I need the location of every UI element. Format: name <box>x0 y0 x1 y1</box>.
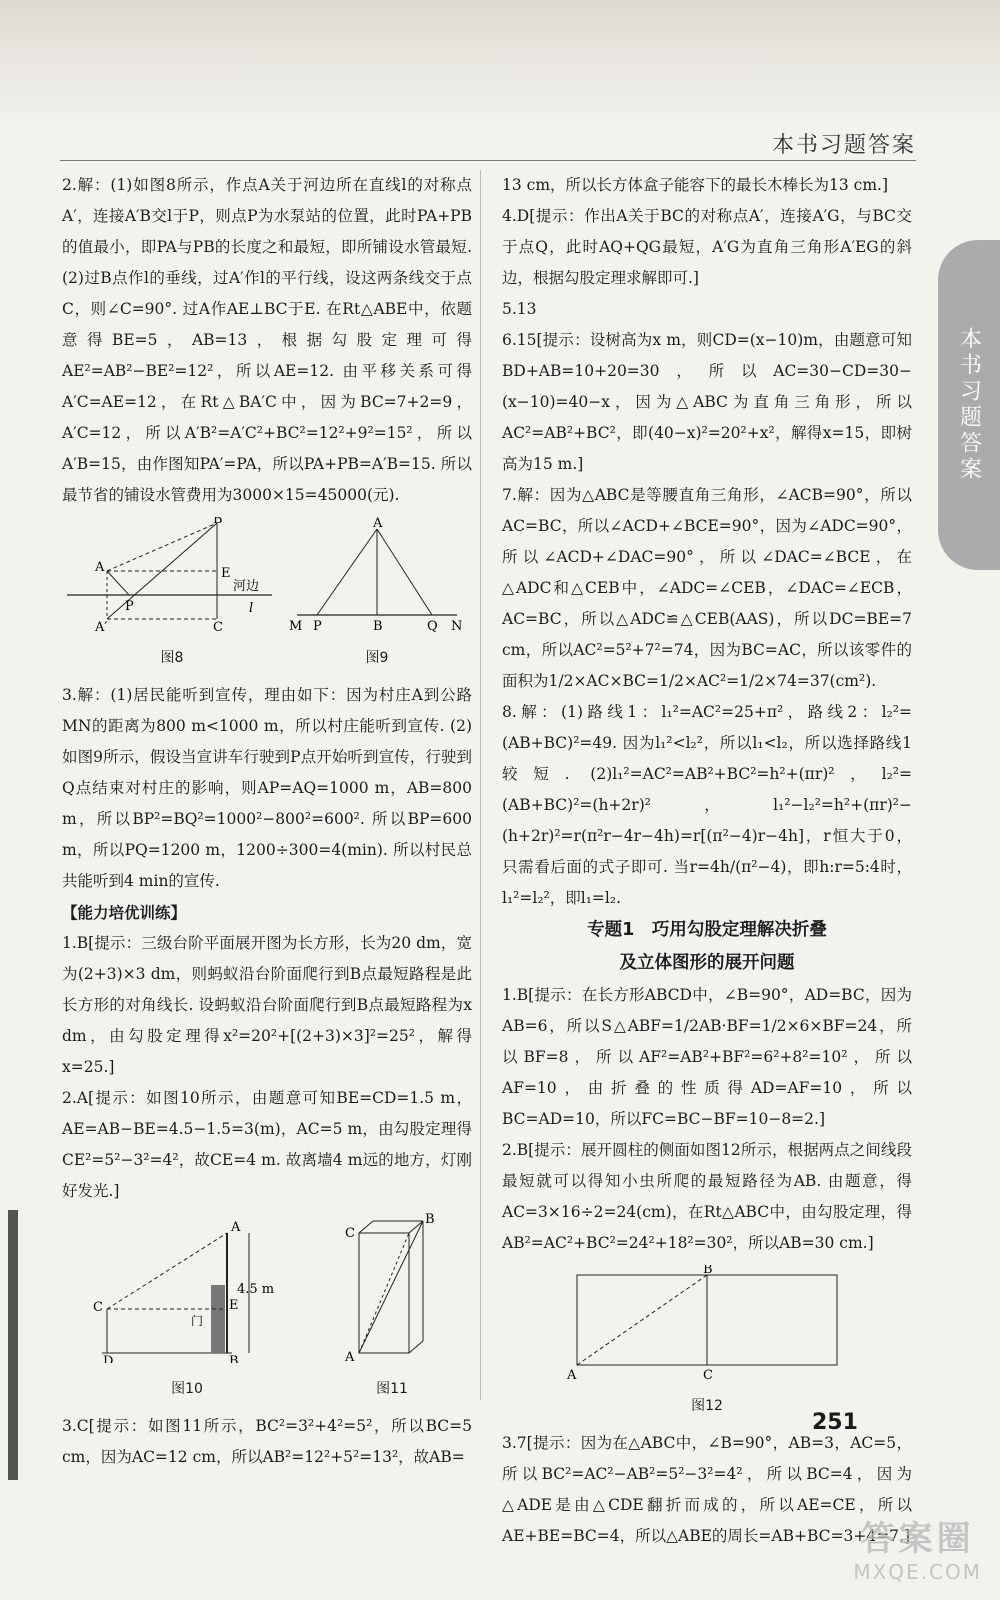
exercise-3: 3.C[提示：如图11所示，BC²=3²+4²=5²，所以BC=5 cm，因为AC=12 cm，所以AB²=12²+5²=13²，故AB= <box>62 1417 472 1466</box>
label-p: P <box>125 599 134 614</box>
topic-exercise-3: 3.7[提示：因为在△ABC中，∠B=90°，AB=3，AC=5，所以BC²=AC²−AB²=5²−3²=4²，所以BC=4，因为△ADE是由△CDE翻折而成的，所以AE=CE，所以AE+BE=BC=4，所以△ABE的周长=AB+BC=3+4=7.] <box>502 1434 912 1545</box>
label-c: C <box>703 1368 713 1380</box>
figure-8 <box>67 517 277 674</box>
figure-12-diagram <box>557 1265 857 1380</box>
answer-2: 2.解：(1)如图8所示，作点A关于河边所在直线l的对称点A′，连接A′B交l于P，则点P为水泵站的位置，此时PA+PB的值最小，即PA与PB的长度之和最短，即所铺设水管最短. (2)过B点作l的垂线，过A′作l的平行线，设这两条线交于点C，则∠C=90°. 过A作AE⊥BC于E. 在Rt△ABE中，依题意得BE=5，AB=13，根据勾股定理可得AE²=AB²−BE²=12²，所以AE=12. 由平移关系可得A′C=AE=12，在Rt△BA′C中，因为BC=7+2=9，A′C=12，所以A′B²=A′C²+BC²=12²+9²=15²，所以A′B=15，由作图知PA′=PA，所以PA+PB=A′B=15. 所以最节省的铺设水管费用为3000×15=45000(元). <box>62 176 472 504</box>
aq-segment <box>377 529 432 615</box>
exercise-4: 4.D[提示：作出A关于BC的对称点A′，连接A′G，与BC交于点Q，此时AQ+QG最短，A′G为直角三角形A′EG的斜边，根据勾股定理求解即可.] <box>502 207 912 287</box>
page-number: 251 <box>812 1410 858 1435</box>
label-river: 河边 <box>233 579 260 594</box>
label-q: Q <box>427 619 438 632</box>
label-a-prime: A′ <box>95 620 108 632</box>
label-n: N <box>451 619 463 632</box>
label-p: P <box>313 619 322 632</box>
exercise-6: 6.15[提示：设树高为x m，则CD=(x−10)m，由题意可知BD+AB=10+20=30，所以AC=30−CD=30−(x−10)=40−x，因为△ABC为直角三角形，所以AC²=AB²+BC²，即(40−x)²=20²+x²，解得x=15，即树高为15 m.] <box>502 331 912 473</box>
column-divider <box>480 170 481 1400</box>
label-door: 门 <box>191 1314 204 1328</box>
answer-3: 3.解：(1)居民能听到宣传，理由如下：因为村庄A到公路MN的距离为800 m<1000 m，所以村庄能听到宣传. (2)如图9所示，假设当宣讲车行驶到P点开始听到宣传，行驶到Q点结束对村庄的影响，则AP=AQ=1000 m，AB=800 m，所以BP²=BQ²=1000²−800²=600². 所以BP=600 m，所以PQ=1200 m，1200÷300=4(min). 所以村民总共能听到4 min的宣传. <box>62 686 472 890</box>
section-heading: 【能力培优训练】 <box>62 903 187 922</box>
page-edge-shadow <box>8 1210 18 1480</box>
label-c: C <box>345 1226 355 1241</box>
topic-title <box>502 914 912 980</box>
diagonal-ac <box>359 1233 409 1353</box>
ap-segment <box>317 529 377 615</box>
figure-9-caption: 图9 <box>365 650 389 666</box>
label-a: A <box>373 517 383 531</box>
watermark-line-1: 答案圈 <box>860 1519 975 1559</box>
topic-exercise-1: 1.B[提示：在长方形ABCD中，∠B=90°，AD=BC，因为AB=6，所以S△ABF=1/2AB·BF=1/2×6×BF=24，所以BF=8，所以AF²=AB²+BF²=6²+8²=10²，所以AF=10，由折叠的性质得AD=AF=10，所以BC=AD=10，所以FC=BC−BF=10−8=2.] <box>502 986 912 1128</box>
topic-title-line-2: 及立体图形的展开问题 <box>619 953 795 973</box>
label-e: E <box>221 566 231 581</box>
figure-12 <box>502 1265 912 1422</box>
label-a: A <box>231 1220 241 1235</box>
ca-segment <box>107 1233 227 1309</box>
figure-12-caption: 图12 <box>691 1398 723 1414</box>
box-bottom-right <box>409 1341 423 1353</box>
ap-segment <box>107 571 129 595</box>
exercise-1: 1.B[提示：三级台阶平面展开图为长方形，长为20 dm，宽为(2+3)×3 dm，则蚂蚁沿台阶面爬行到B点最短路程是此长方形的对角线长. 设蚂蚁沿台阶面爬行到B点最短路程为x dm，由勾股定理得x²=20²+[(2+3)×3]²=25²，解得x=25.] <box>62 934 472 1076</box>
side-tab: 本书习题答案 <box>938 240 1000 570</box>
topic-title-line-1: 专题1 巧用勾股定理解决折叠 <box>587 920 827 940</box>
box-top-right <box>409 1221 423 1233</box>
watermark <box>853 1511 982 1584</box>
figure-8-diagram <box>67 517 277 632</box>
running-header: 本书习题答案 <box>771 133 916 158</box>
figure-10-diagram <box>87 1213 287 1363</box>
label-d: D <box>103 1354 114 1363</box>
exercise-7: 7.解：因为△ABC是等腰直角三角形，∠ACB=90°，所以AC=BC，所以∠ACD+∠BCE=90°，因为∠ADC=90°，所以∠ACD+∠DAC=90°，所以∠DAC=∠BCE，在△ADC和△CEB中，∠ADC=∠CEB，∠DAC=∠ECB，AC=BC，所以△ADC≌△CEB(AAS)，所以DC=BE=7 cm，所以AC²=5²+7²=74，因为BC=AC，所以该零件的面积为1/2×AC×BC=1/2×AC²=1/2×74=37(cm²). <box>502 486 912 690</box>
topic-exercise-2: 2.B[提示：展开圆柱的侧面如图12所示，根据两点之间线段最短就可以得知小虫所爬的最短路径为AB. 由题意，得AC=3×16÷2=24(cm)，在Rt△ABC中，由勾股定理，得AB²=AC²+BC²=24²+18²=30²，所以AB=30 cm.] <box>502 1141 912 1252</box>
figure-10-caption: 图10 <box>171 1381 203 1397</box>
exercise-2: 2.A[提示：如图10所示，由题意可知BE=CD=1.5 m，AE=AB−BE=4.5−1.5=3(m)，AC=5 m，由勾股定理得CE²=5²−3²=4²，故CE=4 m. 故离墙4 m远的地方，灯刚好发光.] <box>62 1089 472 1200</box>
label-l: l <box>249 601 254 616</box>
label-b: B <box>213 517 223 527</box>
figures-8-9 <box>62 517 472 674</box>
label-a: A <box>567 1368 577 1380</box>
header-rule <box>60 160 916 161</box>
ab-path <box>577 1275 707 1365</box>
label-b: B <box>703 1265 713 1277</box>
top-shadow <box>0 0 1000 130</box>
label-c: C <box>93 1300 103 1315</box>
figure-10 <box>87 1213 287 1405</box>
label-b: B <box>229 1354 239 1363</box>
figure-8-caption: 图8 <box>160 650 184 666</box>
label-a: A <box>95 560 105 575</box>
left-column <box>62 170 472 1473</box>
figures-10-11 <box>62 1213 472 1405</box>
box-top-left <box>359 1221 373 1233</box>
exercise-8: 8.解：(1)路线1：l₁²=AC²=25+π²，路线2：l₂²=(AB+BC)²=49. 因为l₁²<l₂²，所以l₁<l₂，所以选择路线1较短. (2)l₁²=AC²=AB²+BC²=h²+(πr)²，l₂²=(AB+BC)²=(h+2r)²，l₁²−l₂²=h²+(πr)²−(h+2r)²=r(π²r−4r−4h)=r[(π²−4)r−4h]，r恒大于0，只需看后面的式子即可. 当r=4h/(π²−4)，即h:r=5:4时，l₁²=l₂²，即l₁=l₂. <box>502 703 912 907</box>
figure-11-caption: 图11 <box>376 1381 408 1397</box>
label-a: A <box>345 1350 355 1363</box>
ab-segment <box>107 523 217 571</box>
figure-9-diagram <box>287 517 467 632</box>
label-c: C <box>213 620 223 632</box>
watermark-line-2: MXQE.COM <box>853 1560 982 1584</box>
figure-9 <box>287 517 467 674</box>
label-m: M <box>289 619 303 632</box>
diagonal-ab <box>359 1221 423 1353</box>
door-rect <box>211 1285 225 1353</box>
label-b: B <box>425 1213 435 1227</box>
right-column <box>502 170 912 1552</box>
figure-11 <box>337 1213 447 1405</box>
exercise-3-continued: 13 cm，所以长方体盒子能容下的最长木棒长为13 cm.] <box>502 176 889 194</box>
exercise-5: 5.13 <box>502 300 537 318</box>
label-e: E <box>229 1298 239 1313</box>
label-b: B <box>373 619 383 632</box>
figure-11-diagram <box>337 1213 447 1363</box>
label-height: 4.5 m <box>237 1282 275 1297</box>
figure-12-wrap <box>557 1265 857 1422</box>
